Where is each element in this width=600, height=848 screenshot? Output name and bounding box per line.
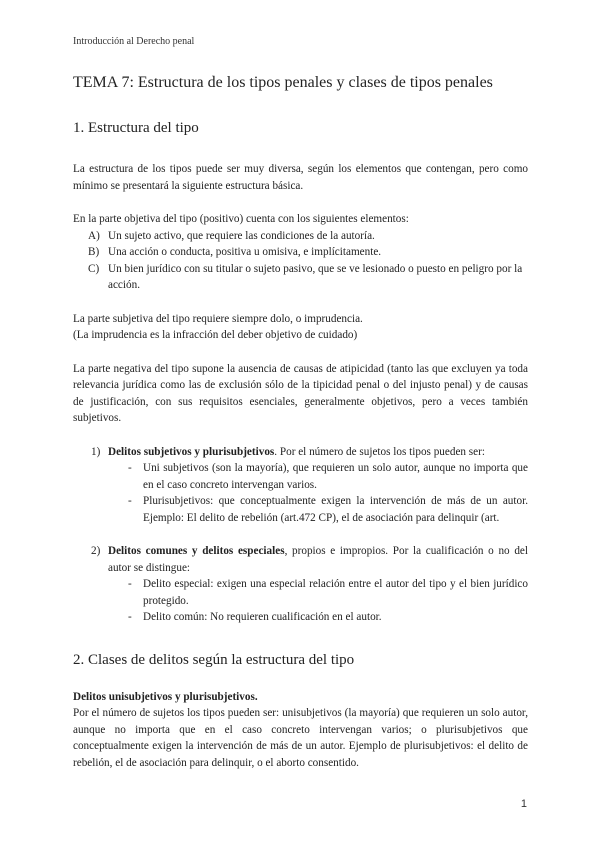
- list-item: [73, 228, 528, 245]
- list-item-text: Una acción o conducta, positiva u omisiva, e implícitamente.: [108, 246, 382, 258]
- sub-item-text: Uni subjetivos (son la mayoría), que requieren un solo autor, aunque no importa que en el caso concreto intervengan varios.: [143, 462, 528, 491]
- negative-part-paragraph: La parte negativa del tipo supone la ausencia de causas de atipicidad (tanto las que excluyen ya toda relevancia jurídica como las de exclusión sólo de la tipicidad penal o del injusto penal) y de causas de justificación, con sus requisitos esenciales, generalmente objetivos, pero a veces también subjetivos.: [73, 362, 528, 424]
- section-2-body: Por el número de sujetos los tipos pueden ser: unisubjetivos (la mayoría) que requieren un solo autor, aunque no importa que en el caso concreto intervengan varios; o plurisubjetivos que conceptualmente exigen la intervención de más de un autor. Ejemplo de plurisubjetivos: el delito de rebelión, el de asociación para delinquir, o el aborto consentido.: [73, 707, 528, 769]
- sub-list: [108, 460, 528, 526]
- sub-list-item: - Uni subjetivos (son la mayoría), que requieren un solo autor, aunque no importa que en el caso concreto intervengan varios.: [128, 462, 528, 491]
- objective-elements-list: [73, 228, 528, 294]
- page-number: 1: [520, 798, 527, 810]
- item-number: 1): [91, 445, 101, 458]
- item-bold-term: Delitos comunes y delitos especiales: [108, 545, 285, 557]
- delitos-list: [73, 444, 528, 626]
- list-item: [73, 261, 528, 294]
- subjective-line-1: La parte subjetiva del tipo requiere siempre dolo, o imprudencia.: [73, 312, 363, 325]
- sub-item-text: Plurisubjetivos: que conceptualmente exigen la intervención de más de un autor. Ejemplo: El delito de rebelión (art.472 CP), el de asociación para delinquir (art.: [143, 495, 528, 524]
- sub-list-item: - Plurisubjetivos: que conceptualmente exigen la intervención de más de un autor. Ejemplo: El delito de rebelión (art.472 CP), el de asociación para delinquir (art.: [128, 495, 528, 524]
- sub-list-item: - Delito especial: exigen una especial relación entre el autor del tipo y el bien jurídico protegido.: [128, 578, 528, 607]
- list-item-letter: C): [88, 262, 100, 275]
- list-item-letter: A): [88, 229, 100, 242]
- item-number: 2): [91, 545, 101, 557]
- objective-intro: En la parte objetiva del tipo (positivo) cuenta con los siguientes elementos:: [73, 213, 409, 225]
- item-text: , propios e impropios. Por la cualificación o no del autor se distingue:: [108, 545, 528, 574]
- numbered-item: [73, 543, 528, 626]
- section-1-heading: 1. Estructura del tipo: [73, 120, 199, 136]
- numbered-item: [73, 444, 528, 527]
- subjective-line-2: (La imprudencia es la infracción del deber objetivo de cuidado): [73, 329, 358, 341]
- running-header: Introducción al Derecho penal: [73, 36, 195, 47]
- item-text: . Por el número de sujetos los tipos pueden ser:: [274, 445, 485, 458]
- item-bold-term: Delitos subjetivos y plurisubjetivos: [108, 445, 275, 458]
- section-2-heading: 2. Clases de delitos según la estructura del tipo: [73, 651, 355, 668]
- sub-item-text: Delito común: No requieren cualificación en el autor.: [143, 611, 382, 623]
- list-item-text: Un sujeto activo, que requiere las condiciones de la autoría.: [108, 229, 375, 242]
- list-item: [73, 244, 528, 261]
- section-1-intro: La estructura de los tipos puede ser muy diversa, según los elementos que contengan, pero como mínimo se presentará la siguiente estructura básica.: [73, 163, 528, 192]
- section-2-subheading: Delitos unisubjetivos y plurisubjetivos.: [73, 690, 258, 703]
- sub-list-item: - Delito común: No requieren cualificación en el autor.: [128, 611, 382, 623]
- list-item-text: Un bien jurídico con su titular o sujeto pasivo, que se ve lesionado o puesto en peligro por la acción.: [108, 262, 523, 291]
- page-content: [73, 74, 528, 771]
- sub-list: [108, 576, 528, 626]
- list-item-letter: B): [88, 246, 100, 258]
- sub-item-text: Delito especial: exigen una especial relación entre el autor del tipo y el bien jurídico protegido.: [143, 578, 528, 607]
- page-title: TEMA 7: Estructura de los tipos penales y clases de tipos penales: [73, 74, 493, 91]
